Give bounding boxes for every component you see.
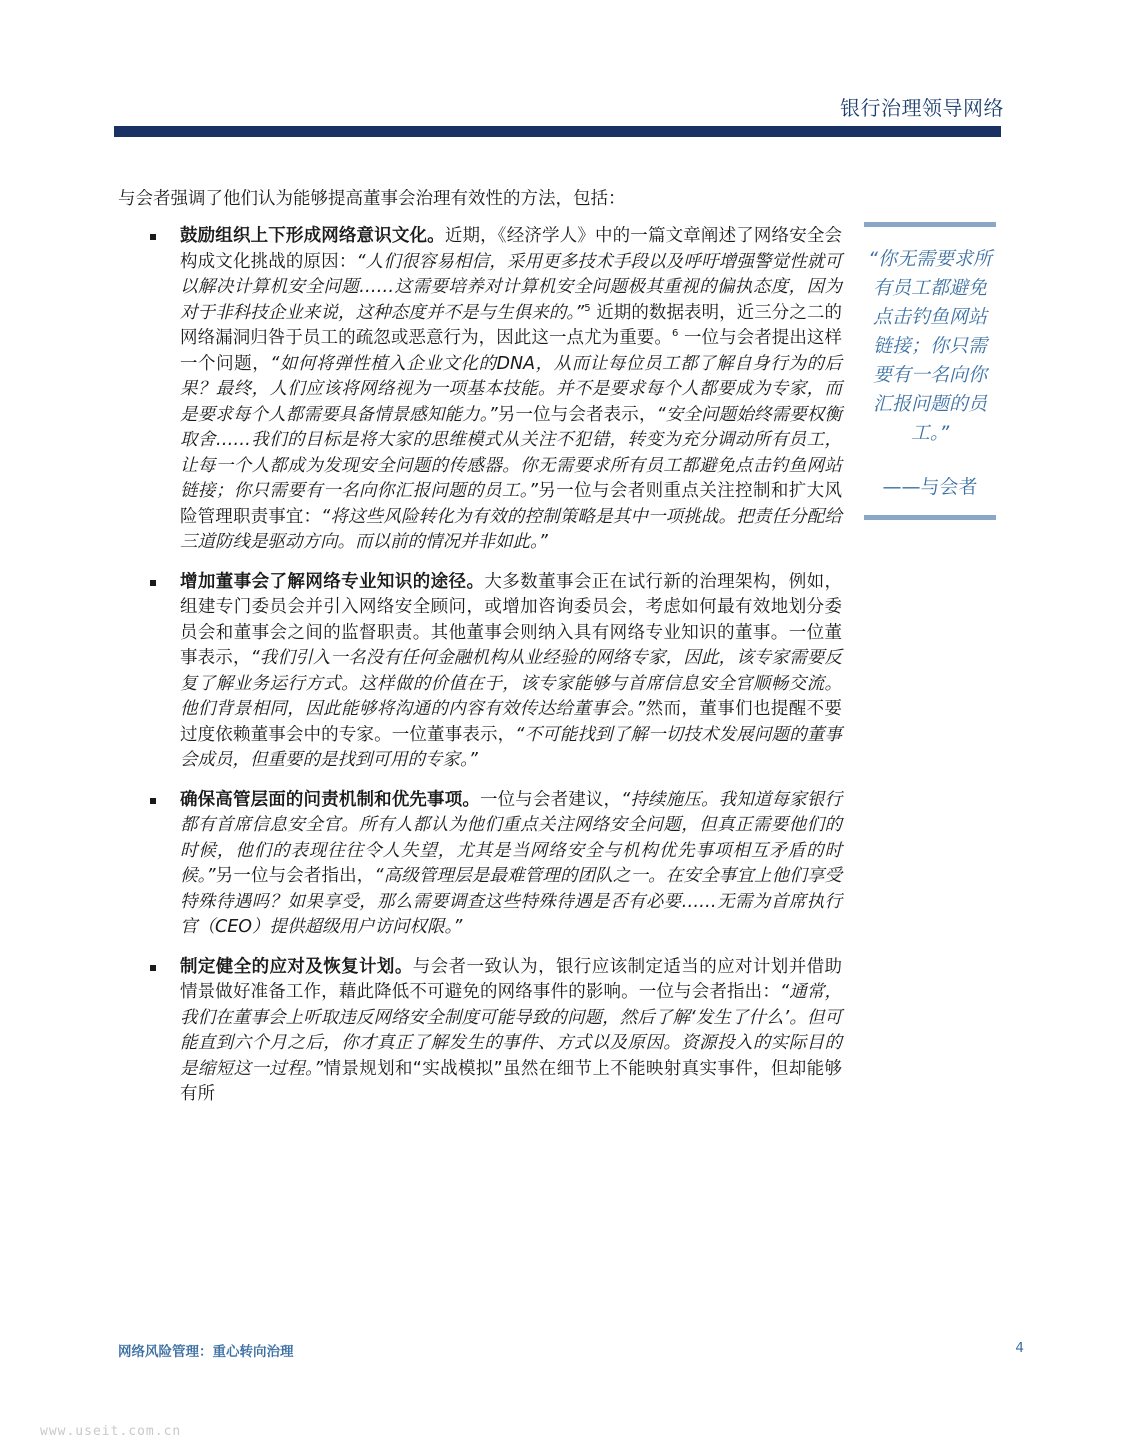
bullet-text: 近期，《经济学人》中的一篇文章阐述了网络安全会构成文化挑战的原因： — [180, 226, 843, 272]
bullet-quote: “安全问题始终需要权衡取舍……我们的目标是将大家的思维模式从关注不犯错，转变为充分调动所有员工，让每一个人都成为发现安全问题的传感器。你无需要求所有员工都避免点击钓鱼网站链接；你只需要有一名向你汇报问题的员工。” — [180, 404, 842, 501]
bullet-text: 大多数董事会正在试行新的治理架构，例如，组建专门委员会并引入网络安全顾问，或增加咨询委员会，考虑如何最有效地划分委员会和董事会之间的监督职责。其他董事会则纳入具有网络专业知识的董事。一位董事表示， — [180, 571, 843, 668]
bullet-heading: 制定健全的应对及恢复计划。 — [180, 956, 413, 977]
bullet-text: 另一位与会者指出， — [215, 866, 375, 886]
bullet-quote: “如何将弹性植入企业文化的DNA，从而让每位员工都了解自身行为的后果？最终，人们应该将网络视为一项基本技能。并不是要求每个人都要成为专家，而是要求每个人都需要具备情景感知能力。” — [180, 353, 843, 425]
bullet-culture — [150, 224, 842, 556]
bullet-marker — [150, 580, 156, 586]
bullet-quote: “高级管理层是最难管理的团队之一。在安全事宜上他们享受特殊待遇吗？如果享受，那么需要调查这些特殊待遇是否有必要……无需为首席执行官（CEO）提供超级用户访问权限。” — [180, 866, 842, 937]
bullet-quote: “不可能找到了解一切技术发展问题的董事会成员，但重要的是找到可用的专家。” — [180, 724, 842, 770]
bullet-quote: “人们很容易相信，采用更多技术手段以及呼吁增强警觉性就可以解决计算机安全问题……这需要培养对计算机安全问题极其重视的偏执态度，因为对于非科技企业来说，这种态度并不是与生俱来的。” — [180, 251, 842, 323]
pull-quote-attribution: ——与会者 — [882, 476, 978, 498]
intro-paragraph: 与会者强调了他们认为能够提高董事会治理有效性的方法，包括： — [118, 189, 626, 209]
bullet-quote: “我们引入一名没有任何金融机构从业经验的网络专家，因此，该专家需要反复了解业务运行方式。这样做的价值在于，该专家能够与首席信息安全官顺畅交流。他们背景相同，因此能够将沟通的内容有效传达给董事会。” — [180, 648, 842, 719]
bullet-text: 然而，董事们也提醒不要过度依赖董事会中的专家。一位董事表示， — [180, 699, 842, 745]
header-divider — [114, 126, 1001, 137]
sidebar-top-rule — [864, 222, 996, 227]
page-header-title: 银行治理领导网络 — [840, 96, 1004, 120]
bullet-accountability — [150, 788, 842, 941]
footer-document-title: 网络风险管理：重心转向治理 — [118, 1344, 294, 1360]
bullet-text: 一位与会者建议， — [480, 789, 622, 810]
bullet-marker — [150, 234, 156, 240]
bullet-marker — [150, 965, 156, 971]
footer-page-number: 4 — [1015, 1340, 1024, 1356]
bullet-expertise — [150, 570, 842, 774]
bullet-list — [150, 224, 842, 1122]
bullet-text: 另一位与会者表示， — [497, 404, 657, 425]
bullet-quote: “持续施压。我知道每家银行都有首席信息安全官。所有人都认为他们重点关注网络安全问题，但真正需要他们的时候，他们的表现往往令人失望，尤其是当网络安全与机构优先事项相互矛盾的时候。” — [180, 789, 842, 886]
bullet-text: 另一位与会者则重点关注控制和扩大风险管理职责事宜： — [180, 481, 842, 527]
watermark-text: www.useit.com.cn — [40, 1424, 182, 1439]
pull-quote-sidebar — [864, 222, 996, 520]
sidebar-bottom-rule — [864, 515, 996, 520]
bullet-marker — [150, 798, 156, 804]
footnote-ref: 5 — [584, 302, 591, 314]
bullet-heading: 增加董事会了解网络专业知识的途径。 — [180, 571, 485, 592]
pull-quote-text: “你无需要求所有员工都避免点击钓鱼网站链接；你只需要有一名向你汇报问题的员工。” — [868, 248, 992, 444]
bullet-quote: “通常，我们在董事会上听取违反网络安全制度可能导致的问题，然后了解‘发生了什么’。但可能直到六个月之后，你才真正了解发生的事件、方式以及原因。资源投入的实际目的是缩短这一过程。” — [180, 982, 842, 1079]
bullet-text: 近期的数据表明，近三分之二的网络漏洞归咎于员工的疏忽或恶意行为，因此这一点尤为重要。 — [180, 302, 842, 348]
bullet-response-plan — [150, 955, 842, 1108]
bullet-heading: 鼓励组织上下形成网络意识文化。 — [180, 226, 445, 246]
bullet-text: 一位与会者提出这样一个问题， — [180, 328, 842, 374]
footnote-ref: 6 — [671, 328, 679, 340]
bullet-text: 情景规划和“实战模拟”虽然在细节上不能映射真实事件，但却能够有所 — [180, 1058, 842, 1104]
bullet-heading: 确保高管层面的问责机制和优先事项。 — [180, 789, 480, 810]
bullet-quote: “将这些风险转化为有效的控制策略是其中一项挑战。把责任分配给三道防线是驱动方向。而以前的情况并非如此。” — [180, 506, 842, 552]
bullet-text: 与会者一致认为，银行应该制定适当的应对计划并借助情景做好准备工作，藉此降低不可避免的网络事件的影响。一位与会者指出： — [180, 956, 843, 1002]
